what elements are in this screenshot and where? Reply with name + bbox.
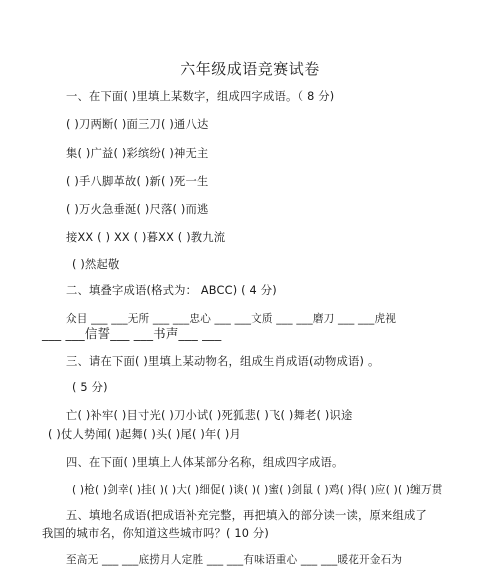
- section-3-score: ( 5 分): [72, 381, 108, 394]
- section-1-heading: 一、在下面( )里填上某数字，组成四字成语。（ 8 分): [66, 90, 335, 103]
- section-2-row-2: ___ ___信誓___ ___书声___ ___: [42, 326, 222, 341]
- section-5-heading-1: 五、填地名成语(把成语补充完整，再把填入的部分读一读，原来组成了: [66, 509, 428, 522]
- section-1-row-1: ( )刀两断( )面三刀( )通八达: [66, 118, 209, 131]
- section-1-row-3: ( )手八脚革故( )新( )死一生: [66, 175, 209, 188]
- section-1-row-4: ( )万火急垂涎( )尺落( )而逃: [66, 203, 209, 216]
- section-2-heading: 二、填叠字成语(格式为： ABCC) ( 4 分): [66, 284, 277, 297]
- section-5-row-1: 至高无 ___ ___底捞月人定胜 ___ ___有味语重心 ___ ___暖花开金石为: [66, 554, 403, 566]
- section-3-heading: 三、请在下面( )里填上某动物名，组成生肖成语(动物成语) 。: [66, 355, 380, 368]
- section-1-row-5: 接XX ( ) XX ( )暮XX ( )教九流: [66, 231, 226, 244]
- section-3-row-2: ( )仗人势闻( )起舞( )头( )尾( )年( )月: [48, 428, 242, 441]
- section-1-row-6: ( )然起敬: [72, 258, 120, 271]
- section-3-row-1: 亡( )补牢( )目寸光( )刀小试( )死狐悲( )飞( )舞老( )识途: [66, 409, 353, 422]
- section-1-row-2: 集( )广益( )彩缤纷( )神无主: [66, 147, 209, 160]
- section-5-heading-2: 我国的城市名，你知道这些城市吗？( 10 分): [42, 527, 270, 540]
- section-2-row-1: 众目 ___ ___无所 ___ ___忠心 ___ ___文质 ___ ___磨刀 ___ ___虎视: [66, 313, 397, 325]
- section-4-row-1: ( )枪( )剑幸( )挂( )( )大( )细促( )谈( )( )蜜( )剑鼠 ( )鸡( )得( )应( )( )缠万贯: [72, 484, 443, 496]
- section-4-heading: 四、在下面( )里填上人体某部分名称，组成四字成语。: [66, 456, 344, 469]
- page-title: 六年级成语竞赛试卷: [180, 60, 320, 78]
